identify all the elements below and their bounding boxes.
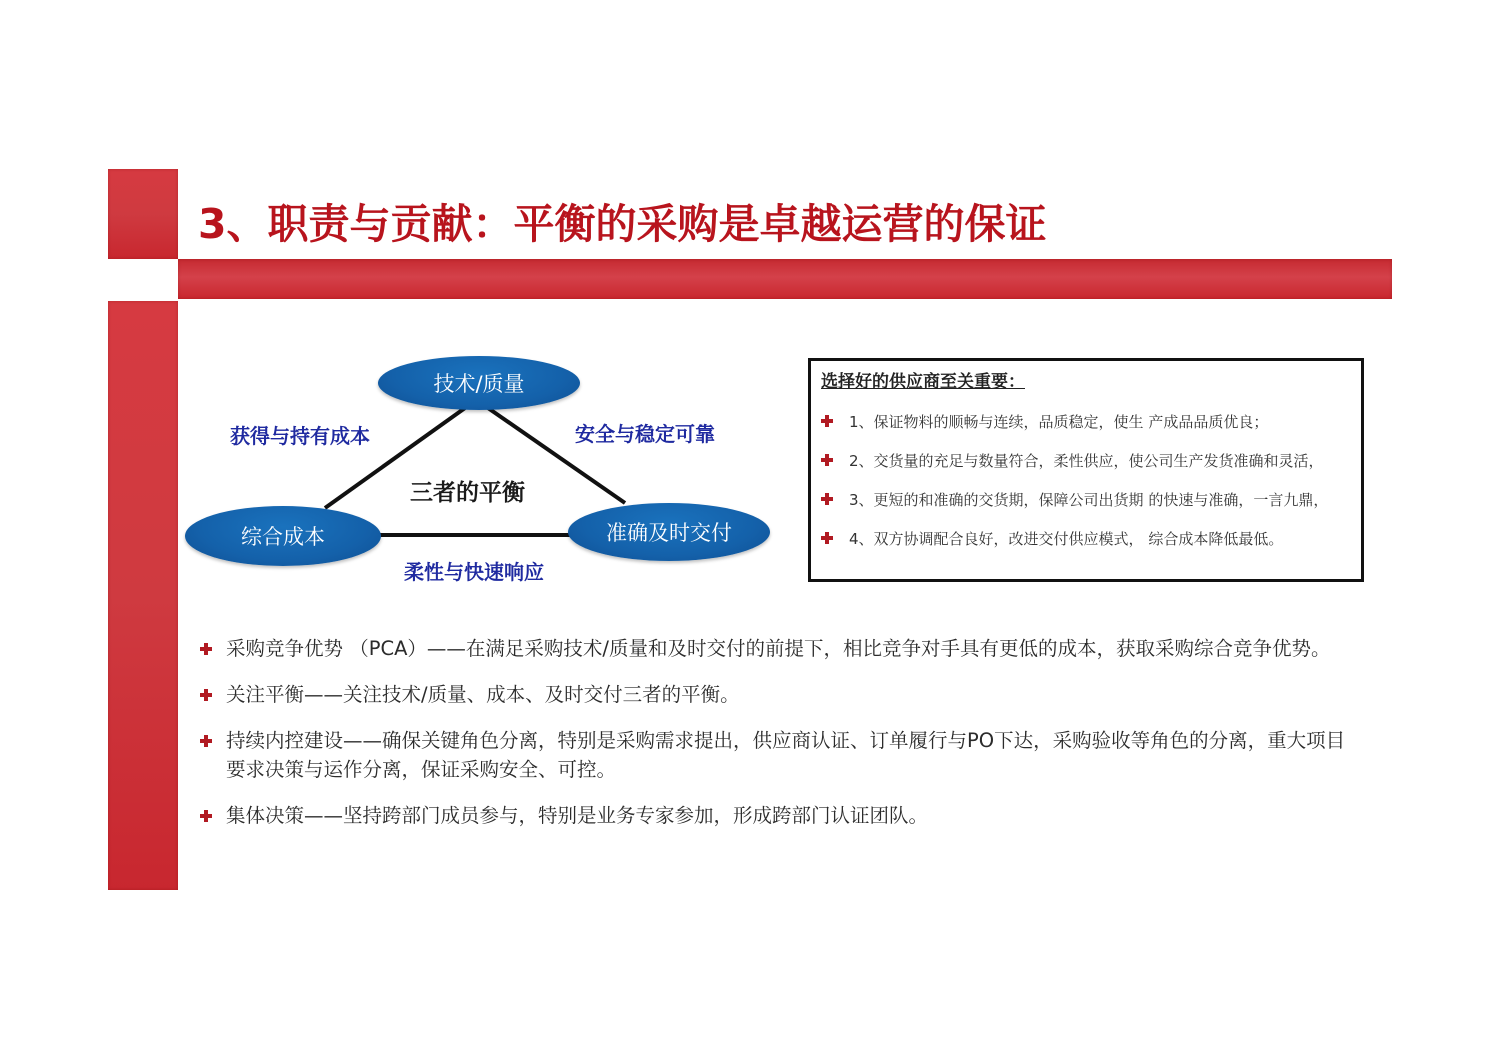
- node-total-cost: [185, 506, 381, 566]
- key-point-internal-control: [198, 726, 1348, 784]
- key-point-collective-decision: [198, 801, 1348, 830]
- supplier-box-heading: 选择好的供应商至关重要：: [821, 372, 1025, 392]
- center-label-balance: 三者的平衡: [410, 480, 525, 506]
- side-accent-bar: [108, 301, 178, 890]
- red-cross-bullet-icon: [200, 643, 212, 655]
- red-cross-bullet-icon: [821, 532, 833, 544]
- key-point-text: 关注平衡——关注技术/质量、成本、及时交付三者的平衡。: [226, 683, 740, 706]
- supplier-item-text: 2、交货量的充足与数量符合，柔性供应，使公司生产发货准确和灵活，: [849, 451, 1324, 470]
- key-point-text: 采购竞争优势 （PCA）——在满足采购技术/质量和及时交付的前提下，相比竞争对手具有更低的成本，获取采购综合竞争优势。: [226, 637, 1331, 660]
- node-total-cost-label: 综合成本: [241, 525, 325, 549]
- red-cross-bullet-icon: [200, 735, 212, 747]
- supplier-list-item: [821, 410, 1268, 432]
- red-cross-bullet-icon: [821, 493, 833, 505]
- key-point-text: 集体决策——坚持跨部门成员参与，特别是业务专家参加，形成跨部门认证团队。: [226, 804, 929, 827]
- node-timely-delivery: [568, 503, 770, 561]
- header-accent-bar: [178, 259, 1392, 299]
- supplier-item-text: 1、保证物料的顺畅与连续，品质稳定，使生 产成品品质优良；: [849, 412, 1269, 431]
- red-cross-bullet-icon: [821, 415, 833, 427]
- edge-label-acquisition-cost: 获得与持有成本: [230, 424, 370, 448]
- supplier-item-text: 3、更短的和准确的交货期，保障公司出货期 的快速与准确，一言九鼎，: [849, 490, 1329, 509]
- corner-accent-block: [108, 169, 178, 259]
- supplier-list-item: [821, 449, 1324, 471]
- supplier-list-item: [821, 527, 1283, 549]
- balance-triangle-diagram: [180, 350, 780, 590]
- red-cross-bullet-icon: [200, 689, 212, 701]
- node-tech-quality-label: 技术/质量: [433, 372, 525, 396]
- supplier-item-text: 4、双方协调配合良好，改进交付供应模式， 综合成本降低最低。: [849, 529, 1284, 548]
- red-cross-bullet-icon: [821, 454, 833, 466]
- key-point-balance: [198, 680, 1348, 709]
- node-tech-quality: [378, 356, 580, 410]
- key-points-list: [198, 634, 1348, 847]
- edge-label-flexibility-response: 柔性与快速响应: [404, 560, 544, 584]
- edge-label-safety-reliability: 安全与稳定可靠: [575, 422, 715, 446]
- supplier-importance-box: [808, 358, 1364, 582]
- node-timely-delivery-label: 准确及时交付: [606, 521, 732, 545]
- supplier-list-item: [821, 488, 1328, 510]
- red-cross-bullet-icon: [200, 810, 212, 822]
- key-point-pca: [198, 634, 1348, 663]
- key-point-text: 持续内控建设——确保关键角色分离，特别是采购需求提出，供应商认证、订单履行与PO下达，采购验收等角色的分离，重大项目要求决策与运作分离，保证采购安全、可控。: [226, 729, 1346, 781]
- slide-title: 3、职责与贡献：平衡的采购是卓越运营的保证: [198, 200, 1047, 248]
